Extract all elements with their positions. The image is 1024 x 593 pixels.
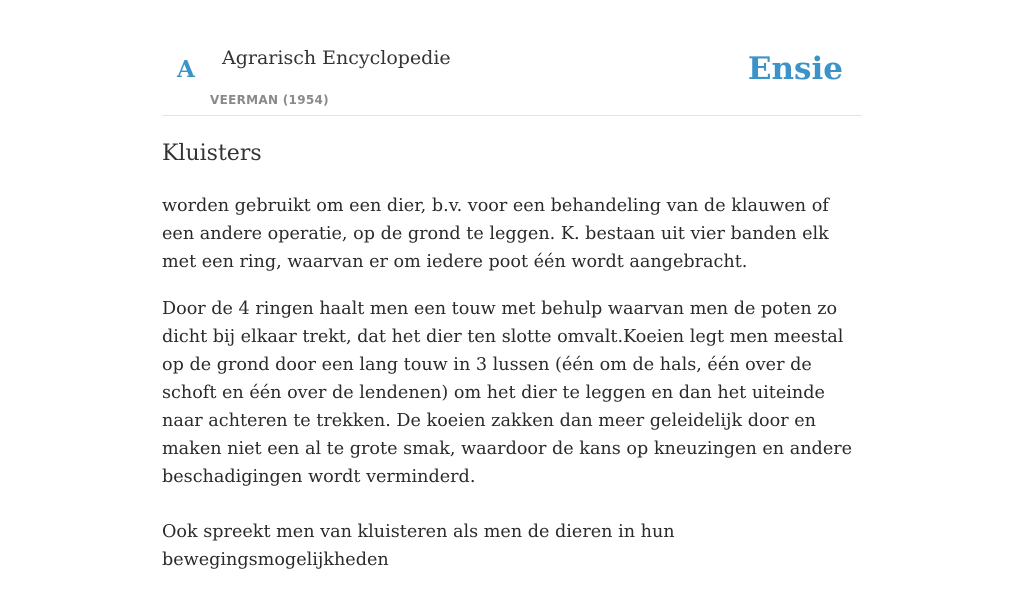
- article-title: Kluisters: [162, 141, 262, 166]
- article-paragraph: Ook spreekt men van kluisteren als men de dieren in hun bewegingsmogelijkheden: [162, 522, 675, 570]
- article-paragraph: worden gebruikt om een dier, b.v. voor een behandeling van de klauwen of een andere operatie, op de grond te leggen. K. bestaan uit vier banden elk met een ring, waarvan er om iedere poot één wordt aangebracht.: [162, 196, 829, 272]
- ensie-logo[interactable]: Ensie: [747, 51, 843, 87]
- book-header: [162, 28, 862, 116]
- article-body: [162, 192, 862, 593]
- article-paragraph: Door de 4 ringen haalt men een touw met behulp waarvan men de poten zo dicht bij elkaar trekt, dat het dier ten slotte omvalt.Koeien legt men meestal op de grond door een lang touw in 3 lussen (één om de hals, één over de schoft en één over de lendenen) om het dier te leggen en dan het uiteinde naar achteren te trekken. De koeien zakken dan meer geleidelijk door en maken niet een al te grote smak, waardoor de kans op kneuzingen en andere beschadigingen wordt verminderd.: [162, 299, 853, 487]
- book-author: VEERMAN (1954): [210, 93, 329, 107]
- book-letter-badge[interactable]: A: [177, 56, 195, 83]
- book-title-link[interactable]: Agrarisch Encyclopedie: [222, 47, 451, 69]
